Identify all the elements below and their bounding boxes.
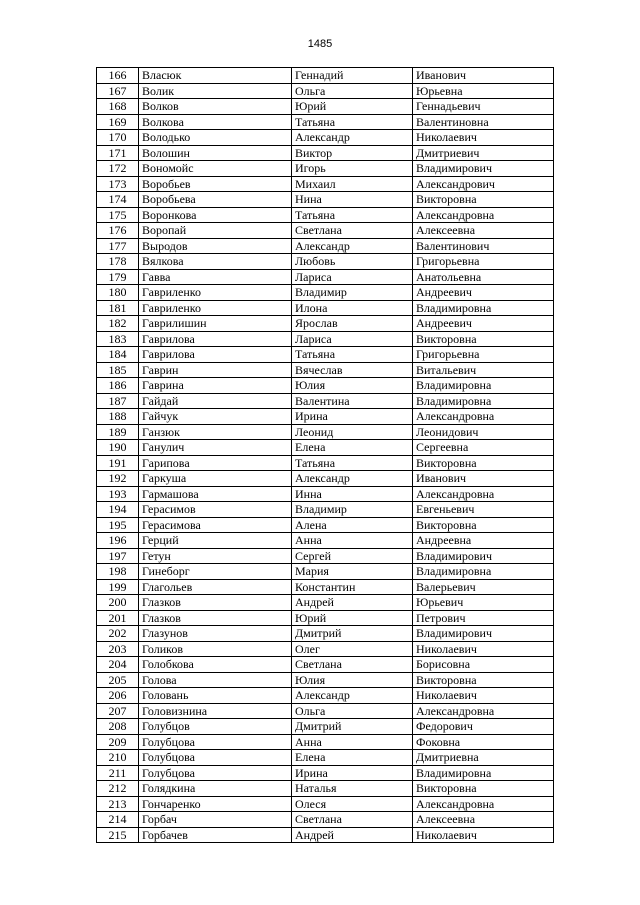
patronymic-cell: Александрович xyxy=(413,176,554,192)
first-name-cell: Владимир xyxy=(292,502,413,518)
row-number-cell: 189 xyxy=(97,424,139,440)
table-row xyxy=(97,502,554,518)
patronymic-cell: Дмитриевна xyxy=(413,750,554,766)
table-row xyxy=(97,719,554,735)
last-name-cell: Глазков xyxy=(139,610,292,626)
row-number-cell: 211 xyxy=(97,765,139,781)
table-row xyxy=(97,548,554,564)
last-name-cell: Голубцов xyxy=(139,719,292,735)
table-row xyxy=(97,331,554,347)
row-number-cell: 210 xyxy=(97,750,139,766)
table-row xyxy=(97,610,554,626)
table-row xyxy=(97,192,554,208)
patronymic-cell: Евгеньевич xyxy=(413,502,554,518)
patronymic-cell: Валентинович xyxy=(413,238,554,254)
patronymic-cell: Николаевич xyxy=(413,641,554,657)
first-name-cell: Константин xyxy=(292,579,413,595)
patronymic-cell: Викторовна xyxy=(413,331,554,347)
last-name-cell: Воробьева xyxy=(139,192,292,208)
patronymic-cell: Николаевич xyxy=(413,688,554,704)
last-name-cell: Ганзюк xyxy=(139,424,292,440)
first-name-cell: Анна xyxy=(292,533,413,549)
row-number-cell: 183 xyxy=(97,331,139,347)
table-row xyxy=(97,393,554,409)
first-name-cell: Андрей xyxy=(292,827,413,843)
patronymic-cell: Викторовна xyxy=(413,781,554,797)
patronymic-cell: Николаевич xyxy=(413,827,554,843)
row-number-cell: 193 xyxy=(97,486,139,502)
last-name-cell: Голубцова xyxy=(139,750,292,766)
row-number-cell: 215 xyxy=(97,827,139,843)
table-row xyxy=(97,378,554,394)
table-row xyxy=(97,300,554,316)
first-name-cell: Илона xyxy=(292,300,413,316)
last-name-cell: Гинеборг xyxy=(139,564,292,580)
first-name-cell: Ирина xyxy=(292,409,413,425)
first-name-cell: Владимир xyxy=(292,285,413,301)
patronymic-cell: Григорьевна xyxy=(413,254,554,270)
patronymic-cell: Федорович xyxy=(413,719,554,735)
first-name-cell: Сергей xyxy=(292,548,413,564)
table-row xyxy=(97,223,554,239)
table-row xyxy=(97,176,554,192)
last-name-cell: Гаврилишин xyxy=(139,316,292,332)
last-name-cell: Воробьев xyxy=(139,176,292,192)
table-row xyxy=(97,703,554,719)
row-number-cell: 182 xyxy=(97,316,139,332)
first-name-cell: Любовь xyxy=(292,254,413,270)
table-row xyxy=(97,781,554,797)
first-name-cell: Татьяна xyxy=(292,207,413,223)
row-number-cell: 213 xyxy=(97,796,139,812)
patronymic-cell: Александровна xyxy=(413,486,554,502)
first-name-cell: Виктор xyxy=(292,145,413,161)
table-row xyxy=(97,316,554,332)
first-name-cell: Юлия xyxy=(292,378,413,394)
patronymic-cell: Владимирович xyxy=(413,626,554,642)
last-name-cell: Гавриленко xyxy=(139,300,292,316)
table-row xyxy=(97,641,554,657)
row-number-cell: 167 xyxy=(97,83,139,99)
table-row xyxy=(97,409,554,425)
row-number-cell: 214 xyxy=(97,812,139,828)
row-number-cell: 202 xyxy=(97,626,139,642)
table-row xyxy=(97,517,554,533)
last-name-cell: Герасимов xyxy=(139,502,292,518)
row-number-cell: 171 xyxy=(97,145,139,161)
table-row xyxy=(97,161,554,177)
last-name-cell: Гарипова xyxy=(139,455,292,471)
first-name-cell: Наталья xyxy=(292,781,413,797)
table-row xyxy=(97,672,554,688)
first-name-cell: Елена xyxy=(292,440,413,456)
row-number-cell: 206 xyxy=(97,688,139,704)
last-name-cell: Глазков xyxy=(139,595,292,611)
patronymic-cell: Фоковна xyxy=(413,734,554,750)
row-number-cell: 212 xyxy=(97,781,139,797)
last-name-cell: Воронкова xyxy=(139,207,292,223)
patronymic-cell: Владимирович xyxy=(413,548,554,564)
first-name-cell: Дмитрий xyxy=(292,719,413,735)
patronymic-cell: Борисовна xyxy=(413,657,554,673)
table-row xyxy=(97,750,554,766)
last-name-cell: Головань xyxy=(139,688,292,704)
patronymic-cell: Андреевич xyxy=(413,285,554,301)
patronymic-cell: Андреевич xyxy=(413,316,554,332)
last-name-cell: Голобкова xyxy=(139,657,292,673)
table-row xyxy=(97,99,554,115)
last-name-cell: Гончаренко xyxy=(139,796,292,812)
first-name-cell: Александр xyxy=(292,471,413,487)
last-name-cell: Горбачев xyxy=(139,827,292,843)
last-name-cell: Волошин xyxy=(139,145,292,161)
last-name-cell: Гаркуша xyxy=(139,471,292,487)
row-number-cell: 188 xyxy=(97,409,139,425)
patronymic-cell: Витальевич xyxy=(413,362,554,378)
table-row xyxy=(97,564,554,580)
last-name-cell: Головизнина xyxy=(139,703,292,719)
first-name-cell: Ольга xyxy=(292,703,413,719)
last-name-cell: Гайчук xyxy=(139,409,292,425)
first-name-cell: Нина xyxy=(292,192,413,208)
last-name-cell: Голядкина xyxy=(139,781,292,797)
row-number-cell: 200 xyxy=(97,595,139,611)
table-row xyxy=(97,471,554,487)
table-row xyxy=(97,347,554,363)
table-row xyxy=(97,533,554,549)
row-number-cell: 198 xyxy=(97,564,139,580)
patronymic-cell: Александровна xyxy=(413,409,554,425)
page-number: 1485 xyxy=(307,38,333,50)
row-number-cell: 194 xyxy=(97,502,139,518)
first-name-cell: Юрий xyxy=(292,99,413,115)
first-name-cell: Мария xyxy=(292,564,413,580)
last-name-cell: Володько xyxy=(139,130,292,146)
table-row xyxy=(97,796,554,812)
row-number-cell: 178 xyxy=(97,254,139,270)
names-table-body xyxy=(97,68,554,843)
patronymic-cell: Дмитриевич xyxy=(413,145,554,161)
patronymic-cell: Петрович xyxy=(413,610,554,626)
row-number-cell: 175 xyxy=(97,207,139,223)
first-name-cell: Александр xyxy=(292,130,413,146)
last-name-cell: Гаврилова xyxy=(139,347,292,363)
row-number-cell: 207 xyxy=(97,703,139,719)
last-name-cell: Гавва xyxy=(139,269,292,285)
table-row xyxy=(97,579,554,595)
first-name-cell: Елена xyxy=(292,750,413,766)
table-row xyxy=(97,455,554,471)
table-row xyxy=(97,114,554,130)
last-name-cell: Власюк xyxy=(139,68,292,84)
first-name-cell: Александр xyxy=(292,238,413,254)
row-number-cell: 190 xyxy=(97,440,139,456)
patronymic-cell: Иванович xyxy=(413,471,554,487)
first-name-cell: Лариса xyxy=(292,331,413,347)
row-number-cell: 187 xyxy=(97,393,139,409)
patronymic-cell: Валентиновна xyxy=(413,114,554,130)
first-name-cell: Татьяна xyxy=(292,455,413,471)
row-number-cell: 192 xyxy=(97,471,139,487)
names-table xyxy=(96,67,554,843)
last-name-cell: Гаврилова xyxy=(139,331,292,347)
last-name-cell: Гаврин xyxy=(139,362,292,378)
first-name-cell: Юрий xyxy=(292,610,413,626)
last-name-cell: Герасимова xyxy=(139,517,292,533)
last-name-cell: Глазунов xyxy=(139,626,292,642)
row-number-cell: 172 xyxy=(97,161,139,177)
first-name-cell: Михаил xyxy=(292,176,413,192)
patronymic-cell: Александровна xyxy=(413,207,554,223)
patronymic-cell: Александровна xyxy=(413,703,554,719)
table-row xyxy=(97,657,554,673)
row-number-cell: 191 xyxy=(97,455,139,471)
table-row xyxy=(97,486,554,502)
first-name-cell: Вячеслав xyxy=(292,362,413,378)
first-name-cell: Светлана xyxy=(292,223,413,239)
last-name-cell: Горбач xyxy=(139,812,292,828)
patronymic-cell: Викторовна xyxy=(413,192,554,208)
table-row xyxy=(97,765,554,781)
table-row xyxy=(97,145,554,161)
last-name-cell: Гетун xyxy=(139,548,292,564)
last-name-cell: Вономойс xyxy=(139,161,292,177)
row-number-cell: 203 xyxy=(97,641,139,657)
patronymic-cell: Владимировна xyxy=(413,765,554,781)
last-name-cell: Выродов xyxy=(139,238,292,254)
last-name-cell: Гаврина xyxy=(139,378,292,394)
row-number-cell: 176 xyxy=(97,223,139,239)
patronymic-cell: Леонидович xyxy=(413,424,554,440)
table-row xyxy=(97,424,554,440)
last-name-cell: Гармашова xyxy=(139,486,292,502)
patronymic-cell: Владимировна xyxy=(413,564,554,580)
first-name-cell: Анна xyxy=(292,734,413,750)
row-number-cell: 169 xyxy=(97,114,139,130)
last-name-cell: Голубцова xyxy=(139,734,292,750)
table-row xyxy=(97,812,554,828)
row-number-cell: 168 xyxy=(97,99,139,115)
table-row xyxy=(97,207,554,223)
row-number-cell: 209 xyxy=(97,734,139,750)
table-row xyxy=(97,626,554,642)
first-name-cell: Олег xyxy=(292,641,413,657)
first-name-cell: Татьяна xyxy=(292,347,413,363)
patronymic-cell: Владимирович xyxy=(413,161,554,177)
first-name-cell: Андрей xyxy=(292,595,413,611)
patronymic-cell: Геннадьевич xyxy=(413,99,554,115)
patronymic-cell: Николаевич xyxy=(413,130,554,146)
row-number-cell: 177 xyxy=(97,238,139,254)
last-name-cell: Волик xyxy=(139,83,292,99)
table-row xyxy=(97,595,554,611)
first-name-cell: Татьяна xyxy=(292,114,413,130)
last-name-cell: Воропай xyxy=(139,223,292,239)
first-name-cell: Ирина xyxy=(292,765,413,781)
patronymic-cell: Викторовна xyxy=(413,455,554,471)
last-name-cell: Вялкова xyxy=(139,254,292,270)
first-name-cell: Дмитрий xyxy=(292,626,413,642)
row-number-cell: 184 xyxy=(97,347,139,363)
last-name-cell: Голубцова xyxy=(139,765,292,781)
first-name-cell: Ольга xyxy=(292,83,413,99)
last-name-cell: Герций xyxy=(139,533,292,549)
row-number-cell: 186 xyxy=(97,378,139,394)
patronymic-cell: Алексеевна xyxy=(413,812,554,828)
first-name-cell: Леонид xyxy=(292,424,413,440)
last-name-cell: Голиков xyxy=(139,641,292,657)
row-number-cell: 179 xyxy=(97,269,139,285)
row-number-cell: 180 xyxy=(97,285,139,301)
table-row xyxy=(97,130,554,146)
patronymic-cell: Владимировна xyxy=(413,378,554,394)
row-number-cell: 170 xyxy=(97,130,139,146)
last-name-cell: Волков xyxy=(139,99,292,115)
patronymic-cell: Алексеевна xyxy=(413,223,554,239)
patronymic-cell: Викторовна xyxy=(413,517,554,533)
table-row xyxy=(97,827,554,843)
table-row xyxy=(97,68,554,84)
patronymic-cell: Иванович xyxy=(413,68,554,84)
row-number-cell: 204 xyxy=(97,657,139,673)
row-number-cell: 185 xyxy=(97,362,139,378)
table-row xyxy=(97,285,554,301)
row-number-cell: 181 xyxy=(97,300,139,316)
table-row xyxy=(97,362,554,378)
row-number-cell: 196 xyxy=(97,533,139,549)
table-row xyxy=(97,83,554,99)
row-number-cell: 205 xyxy=(97,672,139,688)
row-number-cell: 174 xyxy=(97,192,139,208)
first-name-cell: Валентина xyxy=(292,393,413,409)
row-number-cell: 195 xyxy=(97,517,139,533)
table-row xyxy=(97,269,554,285)
patronymic-cell: Владимировна xyxy=(413,393,554,409)
first-name-cell: Олеся xyxy=(292,796,413,812)
first-name-cell: Светлана xyxy=(292,657,413,673)
first-name-cell: Алена xyxy=(292,517,413,533)
patronymic-cell: Григорьевна xyxy=(413,347,554,363)
first-name-cell: Геннадий xyxy=(292,68,413,84)
last-name-cell: Гайдай xyxy=(139,393,292,409)
row-number-cell: 173 xyxy=(97,176,139,192)
first-name-cell: Александр xyxy=(292,688,413,704)
first-name-cell: Игорь xyxy=(292,161,413,177)
patronymic-cell: Юрьевич xyxy=(413,595,554,611)
patronymic-cell: Александровна xyxy=(413,796,554,812)
patronymic-cell: Викторовна xyxy=(413,672,554,688)
first-name-cell: Юлия xyxy=(292,672,413,688)
last-name-cell: Волкова xyxy=(139,114,292,130)
row-number-cell: 208 xyxy=(97,719,139,735)
patronymic-cell: Анатольевна xyxy=(413,269,554,285)
table-row xyxy=(97,688,554,704)
patronymic-cell: Валерьевич xyxy=(413,579,554,595)
first-name-cell: Ярослав xyxy=(292,316,413,332)
last-name-cell: Глагольев xyxy=(139,579,292,595)
first-name-cell: Лариса xyxy=(292,269,413,285)
table-row xyxy=(97,238,554,254)
patronymic-cell: Владимировна xyxy=(413,300,554,316)
row-number-cell: 166 xyxy=(97,68,139,84)
row-number-cell: 197 xyxy=(97,548,139,564)
first-name-cell: Светлана xyxy=(292,812,413,828)
row-number-cell: 199 xyxy=(97,579,139,595)
patronymic-cell: Андреевна xyxy=(413,533,554,549)
row-number-cell: 201 xyxy=(97,610,139,626)
patronymic-cell: Юрьевна xyxy=(413,83,554,99)
table-row xyxy=(97,254,554,270)
last-name-cell: Голова xyxy=(139,672,292,688)
table-row xyxy=(97,734,554,750)
first-name-cell: Инна xyxy=(292,486,413,502)
patronymic-cell: Сергеевна xyxy=(413,440,554,456)
table-row xyxy=(97,440,554,456)
last-name-cell: Ганулич xyxy=(139,440,292,456)
last-name-cell: Гавриленко xyxy=(139,285,292,301)
